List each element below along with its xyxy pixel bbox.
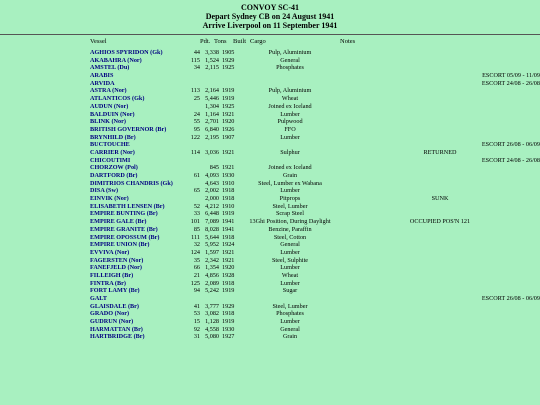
vessel-name: CHORZOW (Pol) <box>90 164 138 172</box>
notes-value: ESCORT 24/08 - 26/08 <box>481 79 540 87</box>
cargo-value: Wheat <box>281 271 299 279</box>
table-row <box>0 141 540 149</box>
pdt-value: 61 <box>193 172 200 179</box>
convoy-header <box>0 0 540 30</box>
table-row <box>0 303 540 311</box>
built-year: 1921 <box>222 110 235 118</box>
cargo-value: General <box>280 325 300 333</box>
cargo-value: FFO <box>284 125 296 133</box>
tons-value: 2,195 <box>205 133 219 141</box>
vessel-name: HARMATTAN (Br) <box>90 325 143 333</box>
cargo-value: Scrap Steel <box>275 210 304 218</box>
tons-value: 3,338 <box>205 49 219 56</box>
vessel-name: DARTFORD (Br) <box>90 172 138 179</box>
table-row <box>0 157 540 165</box>
col-notes: Notes <box>340 38 356 45</box>
table-row <box>0 272 540 280</box>
tons-value: 3,036 <box>205 148 219 156</box>
table-row <box>0 249 540 257</box>
built-year: 1926 <box>222 125 235 133</box>
cargo-value: Steel, Lumber <box>272 302 308 310</box>
tons-value: 4,212 <box>205 202 219 210</box>
convoy-title: CONVOY SC-41 <box>241 3 299 12</box>
table-row <box>0 257 540 265</box>
tons-value: 5,644 <box>205 233 219 241</box>
vessel-name: ELISABETH LENSEN (Br) <box>90 202 165 210</box>
table-row <box>0 180 540 188</box>
built-year: 1930 <box>222 325 235 333</box>
tons-value: 3,777 <box>205 302 219 310</box>
vessel-name: DIMITRIOS CHANDRIS (Gk) <box>90 179 173 187</box>
tons-value: 1,164 <box>205 110 219 118</box>
table-row <box>0 95 540 103</box>
built-year: 1925 <box>222 64 235 72</box>
pdt-value: 53 <box>193 310 200 318</box>
pdt-value: 66 <box>193 264 200 272</box>
table-row <box>0 80 540 88</box>
depart-line: Depart Sydney CB on 24 August 1941 <box>205 12 335 21</box>
table-row <box>0 72 540 80</box>
pdt-value: 24 <box>193 110 200 118</box>
table-row <box>0 49 540 57</box>
vessel-name: GLAISDALE (Br) <box>90 302 139 310</box>
col-cargo: Cargo <box>250 38 266 45</box>
tons-value: 4,093 <box>205 172 219 179</box>
notes-value: ESCORT 24/08 - 26/08 <box>481 156 540 164</box>
pdt-value: 92 <box>193 325 200 333</box>
built-year: 1919 <box>222 318 235 326</box>
tons-value: 1,597 <box>205 248 219 256</box>
vessel-name: CHICOUTIMI <box>90 156 131 164</box>
vessel-name: HARTBRIDGE (Br) <box>90 333 145 341</box>
tons-value: 7,089 <box>205 218 219 226</box>
table-row <box>0 172 540 180</box>
tons-value: 6,448 <box>205 210 219 218</box>
built-year: 1927 <box>222 333 235 341</box>
table-row <box>0 118 540 126</box>
pdt-value: 113 <box>190 87 200 95</box>
vessel-name: GRADO (Nor) <box>90 310 130 318</box>
pdt-value: 122 <box>190 133 200 141</box>
cargo-value: Lumber <box>280 248 300 256</box>
table-row <box>0 210 540 218</box>
header-divider <box>0 34 540 35</box>
built-year: 1921 <box>222 148 235 156</box>
notes-value: ESCORT 05/09 - 11/09 <box>482 72 540 80</box>
notes-value: RETURNED <box>423 148 457 156</box>
cargo-value: Lumber <box>280 133 300 141</box>
vessel-name: ATLANTICOS (Gk) <box>90 95 145 103</box>
cargo-value: Pulp, Aluminium <box>268 87 312 95</box>
cargo-value: Steel, Lumber ex Wabana <box>258 179 322 187</box>
built-year: 1941 <box>222 218 235 226</box>
vessel-name: GALT <box>90 295 107 302</box>
notes-value: ESCORT 26/08 - 06/09 <box>481 295 540 302</box>
vessel-name: EMPIRE UNION (Br) <box>90 241 150 249</box>
table-row <box>0 126 540 134</box>
cargo-value: Lumber <box>280 187 300 195</box>
tons-value: 6,840 <box>205 125 219 133</box>
vessel-name: ARABIS <box>90 72 114 80</box>
table-row <box>0 287 540 295</box>
built-year: 1929 <box>222 56 235 64</box>
built-year: 1941 <box>222 225 235 233</box>
tons-value: 3,082 <box>205 310 219 318</box>
vessel-name: DISA (Sw) <box>90 187 119 195</box>
vessel-name: AGHIOS SPYRIDON (Gk) <box>90 49 163 56</box>
tons-value: 845 <box>209 164 219 172</box>
col-pdt: Pdt. <box>200 38 211 45</box>
built-year: 1928 <box>222 271 235 279</box>
built-year: 1918 <box>222 310 235 318</box>
arrive-line: Arrive Liverpool on 11 September 1941 <box>202 21 338 30</box>
table-row <box>0 111 540 119</box>
tons-value: 5,242 <box>205 287 219 295</box>
table-row <box>0 164 540 172</box>
built-year: 1920 <box>222 118 235 126</box>
tons-value: 2,342 <box>205 256 219 264</box>
vessel-name: AUDUN (Nor) <box>90 102 129 110</box>
built-year: 1918 <box>222 187 235 195</box>
vessel-name: BRITISH GOVERNOR (Br) <box>90 125 167 133</box>
tons-value: 5,080 <box>205 333 219 341</box>
col-vessel: Vessel <box>90 38 107 45</box>
vessel-name: EMPIRE GRANITE (Br) <box>90 225 158 233</box>
convoy-table <box>0 49 540 341</box>
col-built: Built <box>233 38 247 45</box>
notes-value: SUNK <box>431 195 449 203</box>
cargo-value: General <box>280 56 300 64</box>
pdt-value: 32 <box>193 241 200 249</box>
vessel-name: GUDRUN (Nor) <box>90 318 134 326</box>
table-row <box>0 218 540 226</box>
vessel-name: EMPIRE OPOSSUM (Br) <box>90 233 160 241</box>
pdt-value: 34 <box>193 64 200 72</box>
table-row <box>0 203 540 211</box>
vessel-name: BUCTOUCHE <box>90 141 130 149</box>
vessel-name: AKABAHRA (Nor) <box>90 56 142 64</box>
built-year: 1919 <box>222 210 235 218</box>
col-tons: Tons <box>214 38 227 45</box>
table-row <box>0 318 540 326</box>
table-row <box>0 264 540 272</box>
cargo-value: Phosphates <box>276 64 304 72</box>
tons-value: 4,558 <box>205 325 219 333</box>
vessel-name: FORT LAMY (Br) <box>90 287 140 295</box>
table-row <box>0 234 540 242</box>
cargo-value: Sugar <box>282 287 298 295</box>
column-header-row <box>0 38 540 49</box>
cargo-value: Lumber <box>280 110 300 118</box>
built-year: 1921 <box>222 256 235 264</box>
pdt-value: 55 <box>193 118 200 126</box>
vessel-name: EMPIRE BUNTING (Br) <box>90 210 158 218</box>
tons-value: 1,128 <box>205 318 219 326</box>
built-year: 1930 <box>222 172 235 179</box>
vessel-name: EINVIK (Nor) <box>90 195 129 203</box>
pdt-value: 15 <box>193 318 200 326</box>
built-year: 1921 <box>222 164 235 172</box>
cargo-value: 13Ghi Position, During Daylight <box>249 218 331 226</box>
built-year: 1920 <box>222 264 235 272</box>
built-year: 1910 <box>222 202 235 210</box>
built-year: 1919 <box>222 95 235 103</box>
built-year: 1918 <box>222 279 235 287</box>
pdt-value: 41 <box>193 302 200 310</box>
built-year: 1910 <box>222 179 235 187</box>
pdt-value: 111 <box>191 233 200 241</box>
cargo-value: Joined ex Iceland <box>268 164 312 172</box>
vessel-name: EMPIRE GALE (Br) <box>90 218 147 226</box>
table-row <box>0 333 540 341</box>
pdt-value: 21 <box>193 271 200 279</box>
pdt-value: 95 <box>193 125 200 133</box>
tons-value: 2,002 <box>205 187 219 195</box>
vessel-name: BLINK (Nor) <box>90 118 126 126</box>
cargo-value: General <box>280 241 300 249</box>
built-year: 1929 <box>222 302 235 310</box>
cargo-value: Steel, Sulphite <box>271 256 309 264</box>
tons-value: 4,643 <box>205 179 219 187</box>
tons-value: 2,164 <box>205 87 219 95</box>
vessel-name: EVVIVA (Nor) <box>90 248 130 256</box>
pdt-value: 85 <box>193 225 200 233</box>
built-year: 1925 <box>222 102 235 110</box>
cargo-value: Sulphur <box>280 148 300 156</box>
vessel-name: AMSTEL (Du) <box>90 64 130 72</box>
table-row <box>0 103 540 111</box>
pdt-value: 101 <box>190 218 200 226</box>
vessel-name: FAGERSTEN (Nor) <box>90 256 144 264</box>
tons-value: 2,701 <box>205 118 219 126</box>
tons-value: 2,115 <box>205 64 219 72</box>
cargo-value: Phosphates <box>276 310 304 318</box>
vessel-name: ASTRA (Nor) <box>90 87 127 95</box>
tons-value: 5,952 <box>205 241 219 249</box>
cargo-value: Wheat <box>281 95 299 103</box>
notes-value: OCCUPIED POS'N 121 <box>409 218 471 226</box>
built-year: 1919 <box>222 87 235 95</box>
cargo-value: Lumber <box>280 264 300 272</box>
cargo-value: Pulpwood <box>277 118 303 126</box>
table-row <box>0 149 540 157</box>
pdt-value: 94 <box>193 287 200 295</box>
pdt-value: 125 <box>190 279 200 287</box>
built-year: 1919 <box>222 287 235 295</box>
vessel-name: FANEFJELD (Nor) <box>90 264 142 272</box>
built-year: 1924 <box>222 241 235 249</box>
table-row <box>0 295 540 303</box>
table-row <box>0 280 540 288</box>
tons-value: 4,856 <box>205 271 219 279</box>
pdt-value: 33 <box>193 210 200 218</box>
table-row <box>0 64 540 72</box>
tons-value: 1,354 <box>205 264 219 272</box>
vessel-name: ARVIDA <box>90 79 115 87</box>
cargo-value: Pulp, Aluminium <box>268 49 312 56</box>
table-row <box>0 87 540 95</box>
vessel-name: CARRIER (Nor) <box>90 148 135 156</box>
pdt-value: 44 <box>193 49 200 56</box>
pdt-value: 35 <box>193 256 200 264</box>
pdt-value: 114 <box>190 148 200 156</box>
cargo-value: Steel, Cotton <box>273 233 307 241</box>
vessel-name: FILLEIGH (Br) <box>90 271 134 279</box>
tons-value: 2,089 <box>205 279 219 287</box>
cargo-value: Steel, Lumber <box>272 202 308 210</box>
table-row <box>0 187 540 195</box>
table-row <box>0 226 540 234</box>
cargo-value: Benzine, Paraffin <box>268 225 312 233</box>
cargo-value: Pitprops <box>279 195 301 203</box>
cargo-value: Lumber <box>280 318 300 326</box>
vessel-name: BRYNHILD (Br) <box>90 133 136 141</box>
cargo-value: Lumber <box>280 279 300 287</box>
tons-value: 1,304 <box>205 102 219 110</box>
table-row <box>0 57 540 65</box>
pdt-value: 115 <box>190 56 200 64</box>
vessel-name: BALDUIN (Nor) <box>90 110 135 118</box>
tons-value: 5,446 <box>205 95 219 103</box>
tons-value: 8,028 <box>205 225 219 233</box>
built-year: 1907 <box>222 133 235 141</box>
tons-value: 1,524 <box>205 56 219 64</box>
pdt-value: 52 <box>193 202 200 210</box>
table-row <box>0 326 540 334</box>
pdt-value: 65 <box>193 187 200 195</box>
table-row <box>0 134 540 142</box>
built-year: 1921 <box>222 248 235 256</box>
built-year: 1918 <box>222 233 235 241</box>
built-year: 1905 <box>222 49 235 56</box>
pdt-value: 124 <box>190 248 200 256</box>
cargo-value: Joined ex Iceland <box>268 102 312 110</box>
cargo-value: Grain <box>282 172 298 179</box>
table-row <box>0 195 540 203</box>
cargo-value: Grain <box>282 333 298 341</box>
table-row <box>0 310 540 318</box>
built-year: 1918 <box>222 195 235 203</box>
tons-value: 2,000 <box>205 195 219 203</box>
pdt-value: 31 <box>193 333 200 341</box>
pdt-value: 25 <box>193 95 200 103</box>
vessel-name: FINTRA (Br) <box>90 279 126 287</box>
notes-value: ESCORT 26/08 - 06/09 <box>481 141 540 149</box>
table-row <box>0 241 540 249</box>
